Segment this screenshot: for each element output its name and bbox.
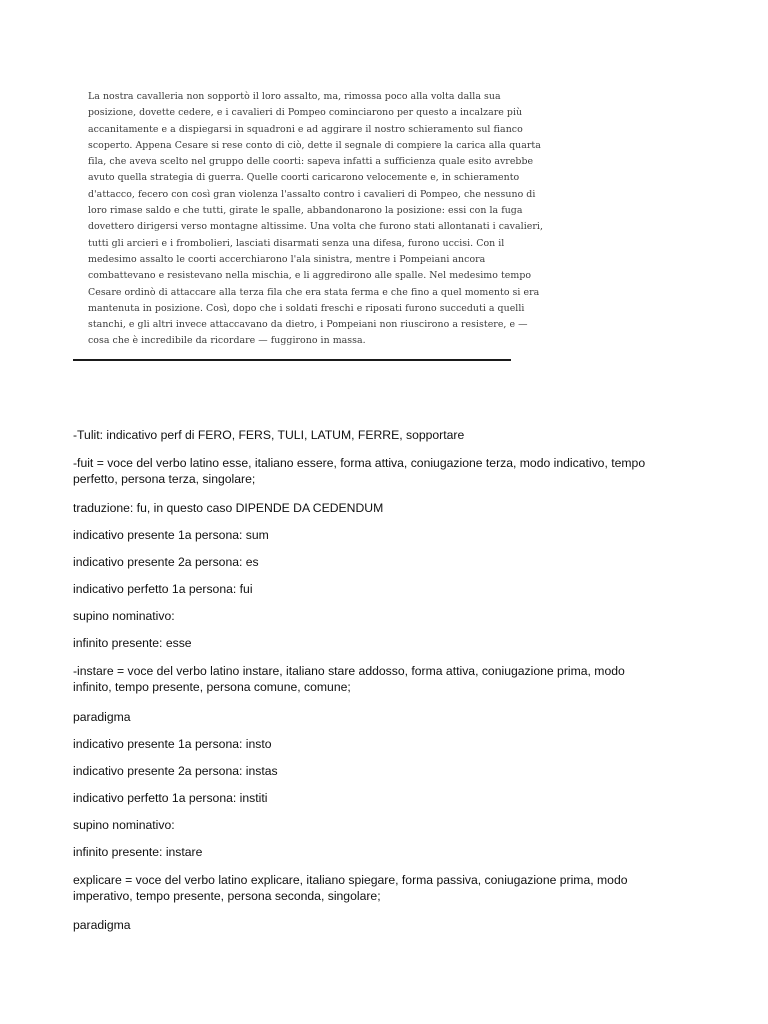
- excerpt-line: medesimo assalto le coorti accerchiarono l'ala sinistra, mentre i Pompeiani ancora: [88, 253, 486, 265]
- note-paragraph: [73, 554, 259, 570]
- note-line: perfetto, persona terza, singolare;: [73, 472, 256, 486]
- note-line: indicativo perfetto 1a persona: institi: [73, 791, 268, 805]
- note-line: supino nominativo:: [73, 609, 175, 623]
- note-line: -instare = voce del verbo latino instare, italiano stare addosso, forma attiva, coniugazione prima, modo: [73, 664, 625, 678]
- note-paragraph: [73, 663, 625, 695]
- note-paragraph: [73, 817, 175, 833]
- excerpt-line: accanitamente e a dispiegarsi in squadroni e ad aggirare il nostro schieramento sul fianco: [88, 123, 523, 135]
- note-line: infinito, tempo presente, persona comune, comune;: [73, 680, 351, 694]
- note-paragraph: [73, 608, 175, 624]
- note-paragraph: [73, 736, 272, 752]
- note-line: indicativo presente 1a persona: sum: [73, 528, 269, 542]
- note-paragraph: [73, 709, 131, 725]
- note-line: imperativo, tempo presente, persona seconda, singolare;: [73, 889, 381, 903]
- note-paragraph: [73, 844, 202, 860]
- note-paragraph: [73, 581, 253, 597]
- note-line: indicativo presente 2a persona: instas: [73, 764, 278, 778]
- note-line: explicare = voce del verbo latino explicare, italiano spiegare, forma passiva, coniugazione prima, modo: [73, 873, 628, 887]
- note-line: indicativo presente 1a persona: insto: [73, 737, 272, 751]
- excerpt-line: cosa che è incredibile da ricordare — fuggirono in massa.: [88, 335, 366, 347]
- note-line: indicativo presente 2a persona: es: [73, 555, 259, 569]
- note-paragraph: [73, 635, 192, 651]
- excerpt-line: dovettero dirigersi verso montagne altissime. Una volta che furono stati allontanati i cavalieri,: [88, 221, 543, 233]
- excerpt-line: mantenuta in posizione. Così, dopo che i soldati freschi e riposati furono succeduti a quelli: [88, 302, 525, 314]
- note-line: infinito presente: esse: [73, 636, 192, 650]
- note-paragraph: [73, 527, 269, 543]
- excerpt-line: d'attacco, fecero con così gran violenza l'assalto contro i cavalieri di Pompeo, che nessuno di: [88, 188, 536, 200]
- excerpt-line: tutti gli arcieri e i frombolieri, lasciati disarmati senza una difesa, furono uccisi. Con il: [88, 237, 505, 249]
- note-line: infinito presente: instare: [73, 845, 203, 859]
- excerpt-line: fila, che aveva scelto nel gruppo delle coorti: sapeva infatti a sufficienza quale esito avrebbe: [88, 156, 534, 168]
- note-paragraph: [73, 500, 383, 516]
- note-line: paradigma: [73, 710, 131, 724]
- excerpt-line: loro rimase saldo e che tutti, girate le spalle, abbandonarono la posizione: essi con la fuga: [88, 205, 523, 217]
- section-divider: [73, 359, 511, 361]
- note-line: -Tulit: indicativo perf di FERO, FERS, TULI, LATUM, FERRE, sopportare: [73, 428, 465, 442]
- note-paragraph: [73, 763, 278, 779]
- note-paragraph: [73, 917, 131, 933]
- excerpt-line: La nostra cavalleria non sopportò il loro assalto, ma, rimossa poco alla volta dalla sua: [88, 91, 501, 102]
- excerpt-line: posizione, dovette cedere, e i cavalieri di Pompeo cominciarono per questo a incalzare più: [88, 107, 523, 119]
- note-paragraph: [73, 790, 267, 806]
- excerpt-line: combattevano e resistevano nella mischia, e li aggredirono alle spalle. Nel medesimo tempo: [88, 270, 532, 282]
- excerpt-line: stanchi, e gli altri invece attaccavano da dietro, i Pompeiani non riuscirono a resistere, e —: [88, 319, 528, 331]
- note-line: paradigma: [73, 918, 131, 932]
- note-paragraph: [73, 455, 645, 487]
- translation-excerpt: [88, 89, 543, 350]
- note-line: traduzione: fu, in questo caso DIPENDE DA CEDENDUM: [73, 501, 384, 515]
- excerpt-line: Cesare ordinò di attaccare alla terza fila che era stata ferma e che fino a quel momento si era: [88, 286, 540, 298]
- note-line: indicativo perfetto 1a persona: fui: [73, 582, 253, 596]
- excerpt-line: scoperto. Appena Cesare si rese conto di ciò, dette il segnale di compiere la carica alla quarta: [88, 139, 541, 151]
- excerpt-line: avuto quella strategia di guerra. Quelle coorti caricarono velocemente e, in schieramento: [88, 172, 520, 184]
- note-line: -fuit = voce del verbo latino esse, italiano essere, forma attiva, coniugazione terza, modo indicativo, tempo: [73, 456, 646, 470]
- note-paragraph: [73, 872, 628, 904]
- note-paragraph: [73, 427, 464, 443]
- note-line: supino nominativo:: [73, 818, 175, 832]
